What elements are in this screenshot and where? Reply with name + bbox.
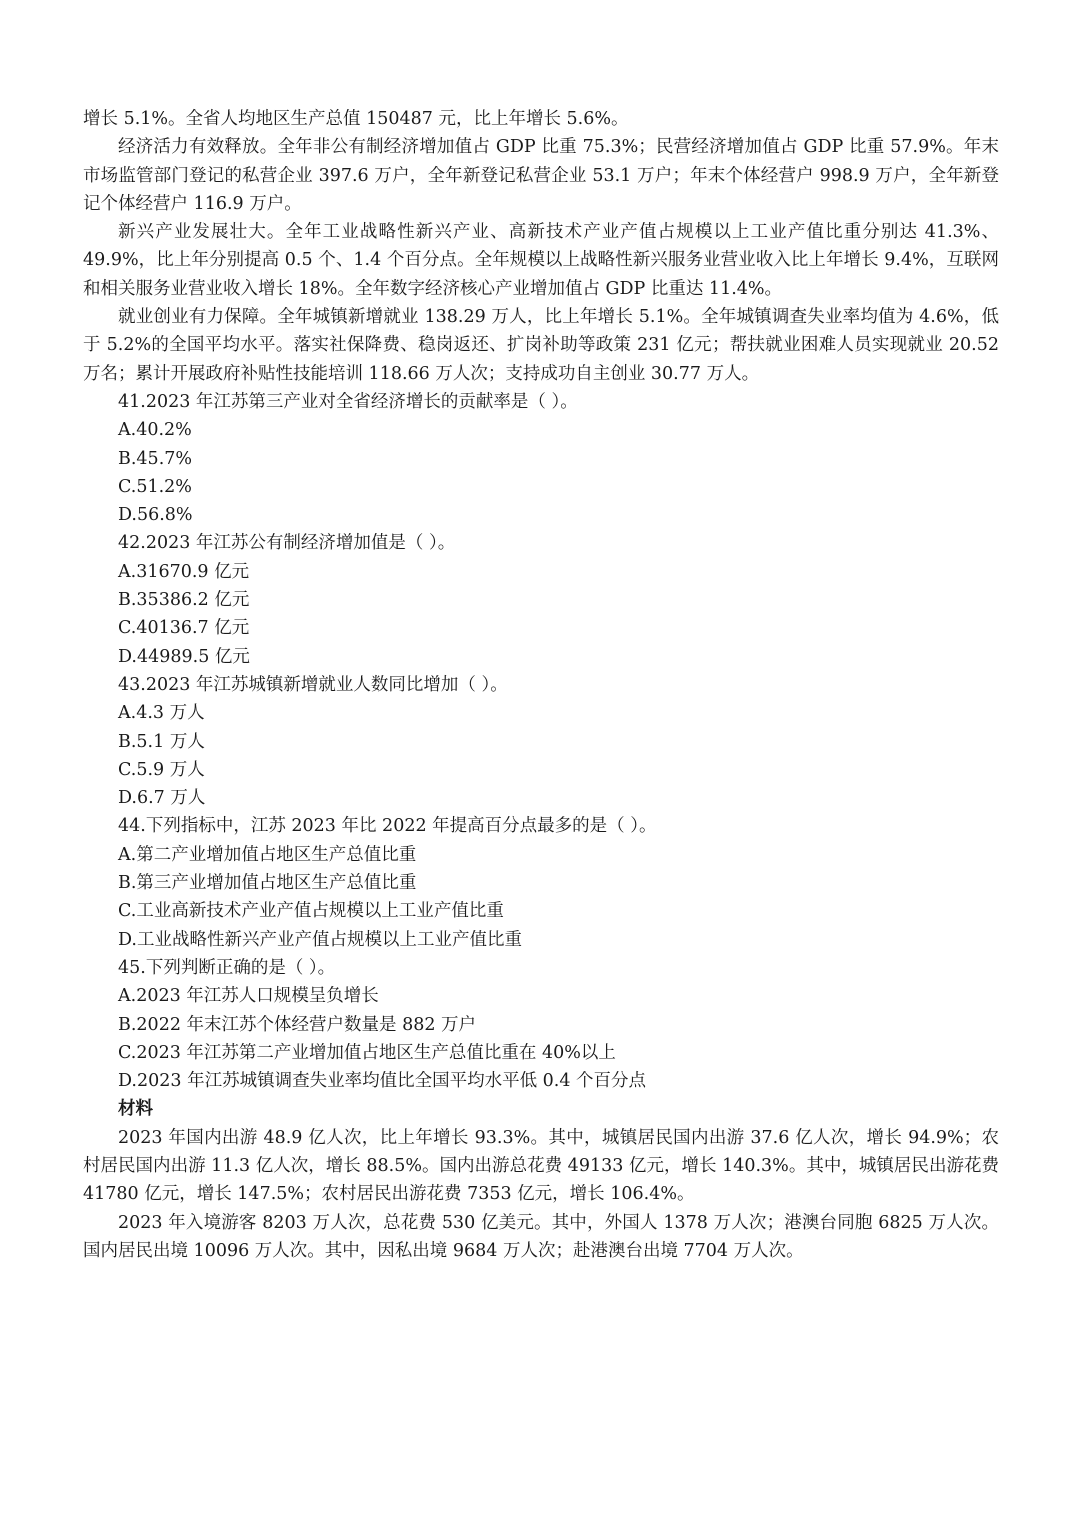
option-a: A.31670.9 亿元 [118,561,250,582]
option-b: B.2022 年末江苏个体经营户数量是 882 万户 [118,1014,477,1035]
option-c: C.51.2% [118,476,192,497]
option-c: C.5.9 万人 [118,759,205,780]
option-d: D.56.8% [118,505,193,526]
paragraph-domestic-tourism: 2023 年国内出游 48.9 亿人次，比上年增长 93.3%。其中，城镇居民国内出游 37.6 亿人次，增长 94.9%；农村居民国内出游 11.3 亿人次，增长 88.5%。国内出游总花费 49133 亿元，增长 140.3%。其中，城镇居民出游花费 41780 亿元，增长 147.5%；农村居民出游花费 7353 亿元，增长 106.4%。 [83,1127,999,1205]
material-heading: 材料 [118,1099,153,1120]
option-d: D.工业战略性新兴产业产值占规模以上工业产值比重 [118,929,522,950]
paragraph-inbound-outbound-tourism: 2023 年入境游客 8203 万人次，总花费 530 亿美元。其中，外国人 1378 万人次；港澳台同胞 6825 万人次。国内居民出境 10096 万人次。其中，因私出境 9684 万人次；赴港澳台出境 7704 万人次。 [83,1212,999,1261]
option-c: C.工业高新技术产业产值占规模以上工业产值比重 [118,901,504,922]
option-a: A.第二产业增加值占地区生产总值比重 [118,844,417,865]
question-44 [83,812,999,953]
option-b: B.35386.2 亿元 [118,590,250,611]
option-d: D.6.7 万人 [118,788,206,809]
option-b: B.5.1 万人 [118,731,205,752]
question-stem: 42.2023 年江苏公有制经济增加值是（ ）。 [118,533,456,554]
option-d: D.44989.5 亿元 [118,646,250,667]
paragraph-economic-vitality: 经济活力有效释放。全年非公有制经济增加值占 GDP 比重 75.3%；民营经济增加值占 GDP 比重 57.9%。年末市场监管部门登记的私营企业 397.6 万户，全年新登记私营企业 53.1 万户；年末个体经营户 998.9 万户，全年新登记个体经营户 116.9 万户。 [83,137,999,214]
question-stem: 43.2023 年江苏城镇新增就业人数同比增加（ ）。 [118,674,508,695]
paragraph-emerging-industries: 新兴产业发展壮大。全年工业战略性新兴产业、高新技术产业产值占规模以上工业产值比重分别达 41.3%、49.9%，比上年分别提高 0.5 个、1.4 个百分点。全年规模以上战略性新兴服务业营业收入比上年增长 9.4%，互联网和相关服务业营业收入增长 18%。全年数字经济核心产业增加值占 GDP 比重达 11.4%。 [83,222,999,299]
option-a: A.40.2% [118,420,192,441]
option-b: B.45.7% [118,448,193,469]
paragraph-employment: 就业创业有力保障。全年城镇新增就业 138.29 万人，比上年增长 5.1%。全年城镇调查失业率均值为 4.6%，低于 5.2%的全国平均水平。落实社保降费、稳岗返还、扩岗补助等政策 231 亿元；帮扶就业困难人员实现就业 20.52 万名；累计开展政府补贴性技能培训 118.66 万人次；支持成功自主创业 30.77 万人。 [83,307,999,384]
question-42 [83,529,999,670]
question-41 [83,388,999,529]
question-stem: 44.下列指标中，江苏 2023 年比 2022 年提高百分点最多的是（ ）。 [118,816,657,837]
option-b: B.第三产业增加值占地区生产总值比重 [118,873,417,894]
option-a: A.2023 年江苏人口规模呈负增长 [118,986,379,1007]
option-c: C.2023 年江苏第二产业增加值占地区生产总值比重在 40%以上 [118,1042,616,1063]
paragraph-gdp-per-capita: 增长 5.1%。全省人均地区生产总值 150487 元，比上年增长 5.6%。 [83,109,629,129]
question-stem: 41.2023 年江苏第三产业对全省经济增长的贡献率是（ ）。 [118,391,578,412]
question-45 [83,954,999,1095]
question-stem: 45.下列判断正确的是（ ）。 [118,957,336,978]
question-43 [83,671,999,812]
option-d: D.2023 年江苏城镇调查失业率均值比全国平均水平低 0.4 个百分点 [118,1071,647,1092]
option-a: A.4.3 万人 [118,703,205,724]
document-page [83,105,999,1265]
option-c: C.40136.7 亿元 [118,618,250,639]
